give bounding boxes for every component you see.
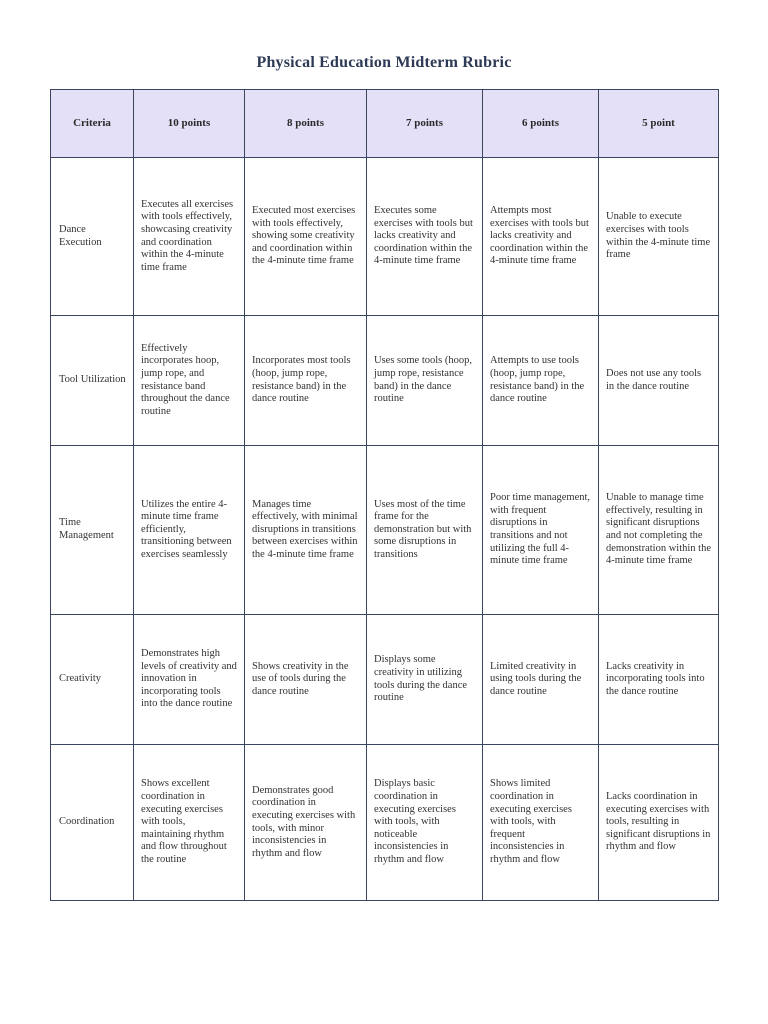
- rubric-cell: Executes all exercises with tools effectively, showcasing creativity and coordination within the 4-minute time frame: [134, 158, 245, 316]
- table-row: [51, 158, 719, 316]
- rubric-cell: Shows creativity in the use of tools during the dance routine: [245, 615, 367, 745]
- rubric-cell: Utilizes the entire 4-minute time frame efficiently, transitioning between exercises seamlessly: [134, 446, 245, 615]
- rubric-cell: Executes some exercises with tools but lacks creativity and coordination within the 4-minute time frame: [367, 158, 483, 316]
- rubric-cell: Shows limited coordination in executing exercises with tools, with frequent inconsistencies in rhythm and flow: [483, 745, 599, 901]
- rubric-cell: Lacks coordination in executing exercises with tools, resulting in significant disruptions in rhythm and flow: [599, 745, 719, 901]
- page-title: Physical Education Midterm Rubric: [256, 54, 512, 71]
- rubric-cell: Manages time effectively, with minimal disruptions in transitions between exercises within the 4-minute time frame: [245, 446, 367, 615]
- rubric-cell: Executed most exercises with tools effectively, showing some creativity and coordination within the 4-minute time frame: [245, 158, 367, 316]
- rubric-cell: Displays basic coordination in executing exercises with tools, with noticeable inconsistencies in rhythm and flow: [367, 745, 483, 901]
- criteria-cell: Coordination: [51, 745, 134, 901]
- rubric-cell: Effectively incorporates hoop, jump rope, and resistance band throughout the dance routine: [134, 316, 245, 446]
- rubric-cell: Demonstrates high levels of creativity and innovation in incorporating tools into the dance routine: [134, 615, 245, 745]
- criteria-cell: Time Management: [51, 446, 134, 615]
- criteria-cell: Creativity: [51, 615, 134, 745]
- rubric-table: [50, 89, 719, 901]
- header-10-points: 10 points: [134, 90, 245, 158]
- rubric-cell: Unable to execute exercises with tools within the 4-minute time frame: [599, 158, 719, 316]
- rubric-cell: Incorporates most tools (hoop, jump rope, resistance band) in the dance routine: [245, 316, 367, 446]
- table-row: [51, 615, 719, 745]
- header-8-points: 8 points: [245, 90, 367, 158]
- header-7-points: 7 points: [367, 90, 483, 158]
- criteria-cell: Tool Utilization: [51, 316, 134, 446]
- rubric-cell: Displays some creativity in utilizing tools during the dance routine: [367, 615, 483, 745]
- table-row: [51, 316, 719, 446]
- rubric-cell: Unable to manage time effectively, resulting in significant disruptions and not completing the demonstration within the 4-minute time frame: [599, 446, 719, 615]
- header-row: [51, 90, 719, 158]
- rubric-cell: Lacks creativity in incorporating tools into the dance routine: [599, 615, 719, 745]
- criteria-cell: Dance Execution: [51, 158, 134, 316]
- header-5-point: 5 point: [599, 90, 719, 158]
- rubric-cell: Poor time management, with frequent disruptions in transitions and not utilizing the full 4-minute time frame: [483, 446, 599, 615]
- rubric-cell: Demonstrates good coordination in executing exercises with tools, with minor inconsistencies in rhythm and flow: [245, 745, 367, 901]
- header-6-points: 6 points: [483, 90, 599, 158]
- rubric-cell: Uses some tools (hoop, jump rope, resistance band) in the dance routine: [367, 316, 483, 446]
- table-row: [51, 446, 719, 615]
- rubric-cell: Limited creativity in using tools during the dance routine: [483, 615, 599, 745]
- rubric-cell: Does not use any tools in the dance routine: [599, 316, 719, 446]
- rubric-cell: Uses most of the time frame for the demonstration but with some disruptions in transitions: [367, 446, 483, 615]
- header-criteria: Criteria: [51, 90, 134, 158]
- rubric-cell: Attempts to use tools (hoop, jump rope, resistance band) in the dance routine: [483, 316, 599, 446]
- table-row: [51, 745, 719, 901]
- rubric-cell: Attempts most exercises with tools but lacks creativity and coordination within the 4-minute time frame: [483, 158, 599, 316]
- rubric-cell: Shows excellent coordination in executing exercises with tools, maintaining rhythm and flow throughout the routine: [134, 745, 245, 901]
